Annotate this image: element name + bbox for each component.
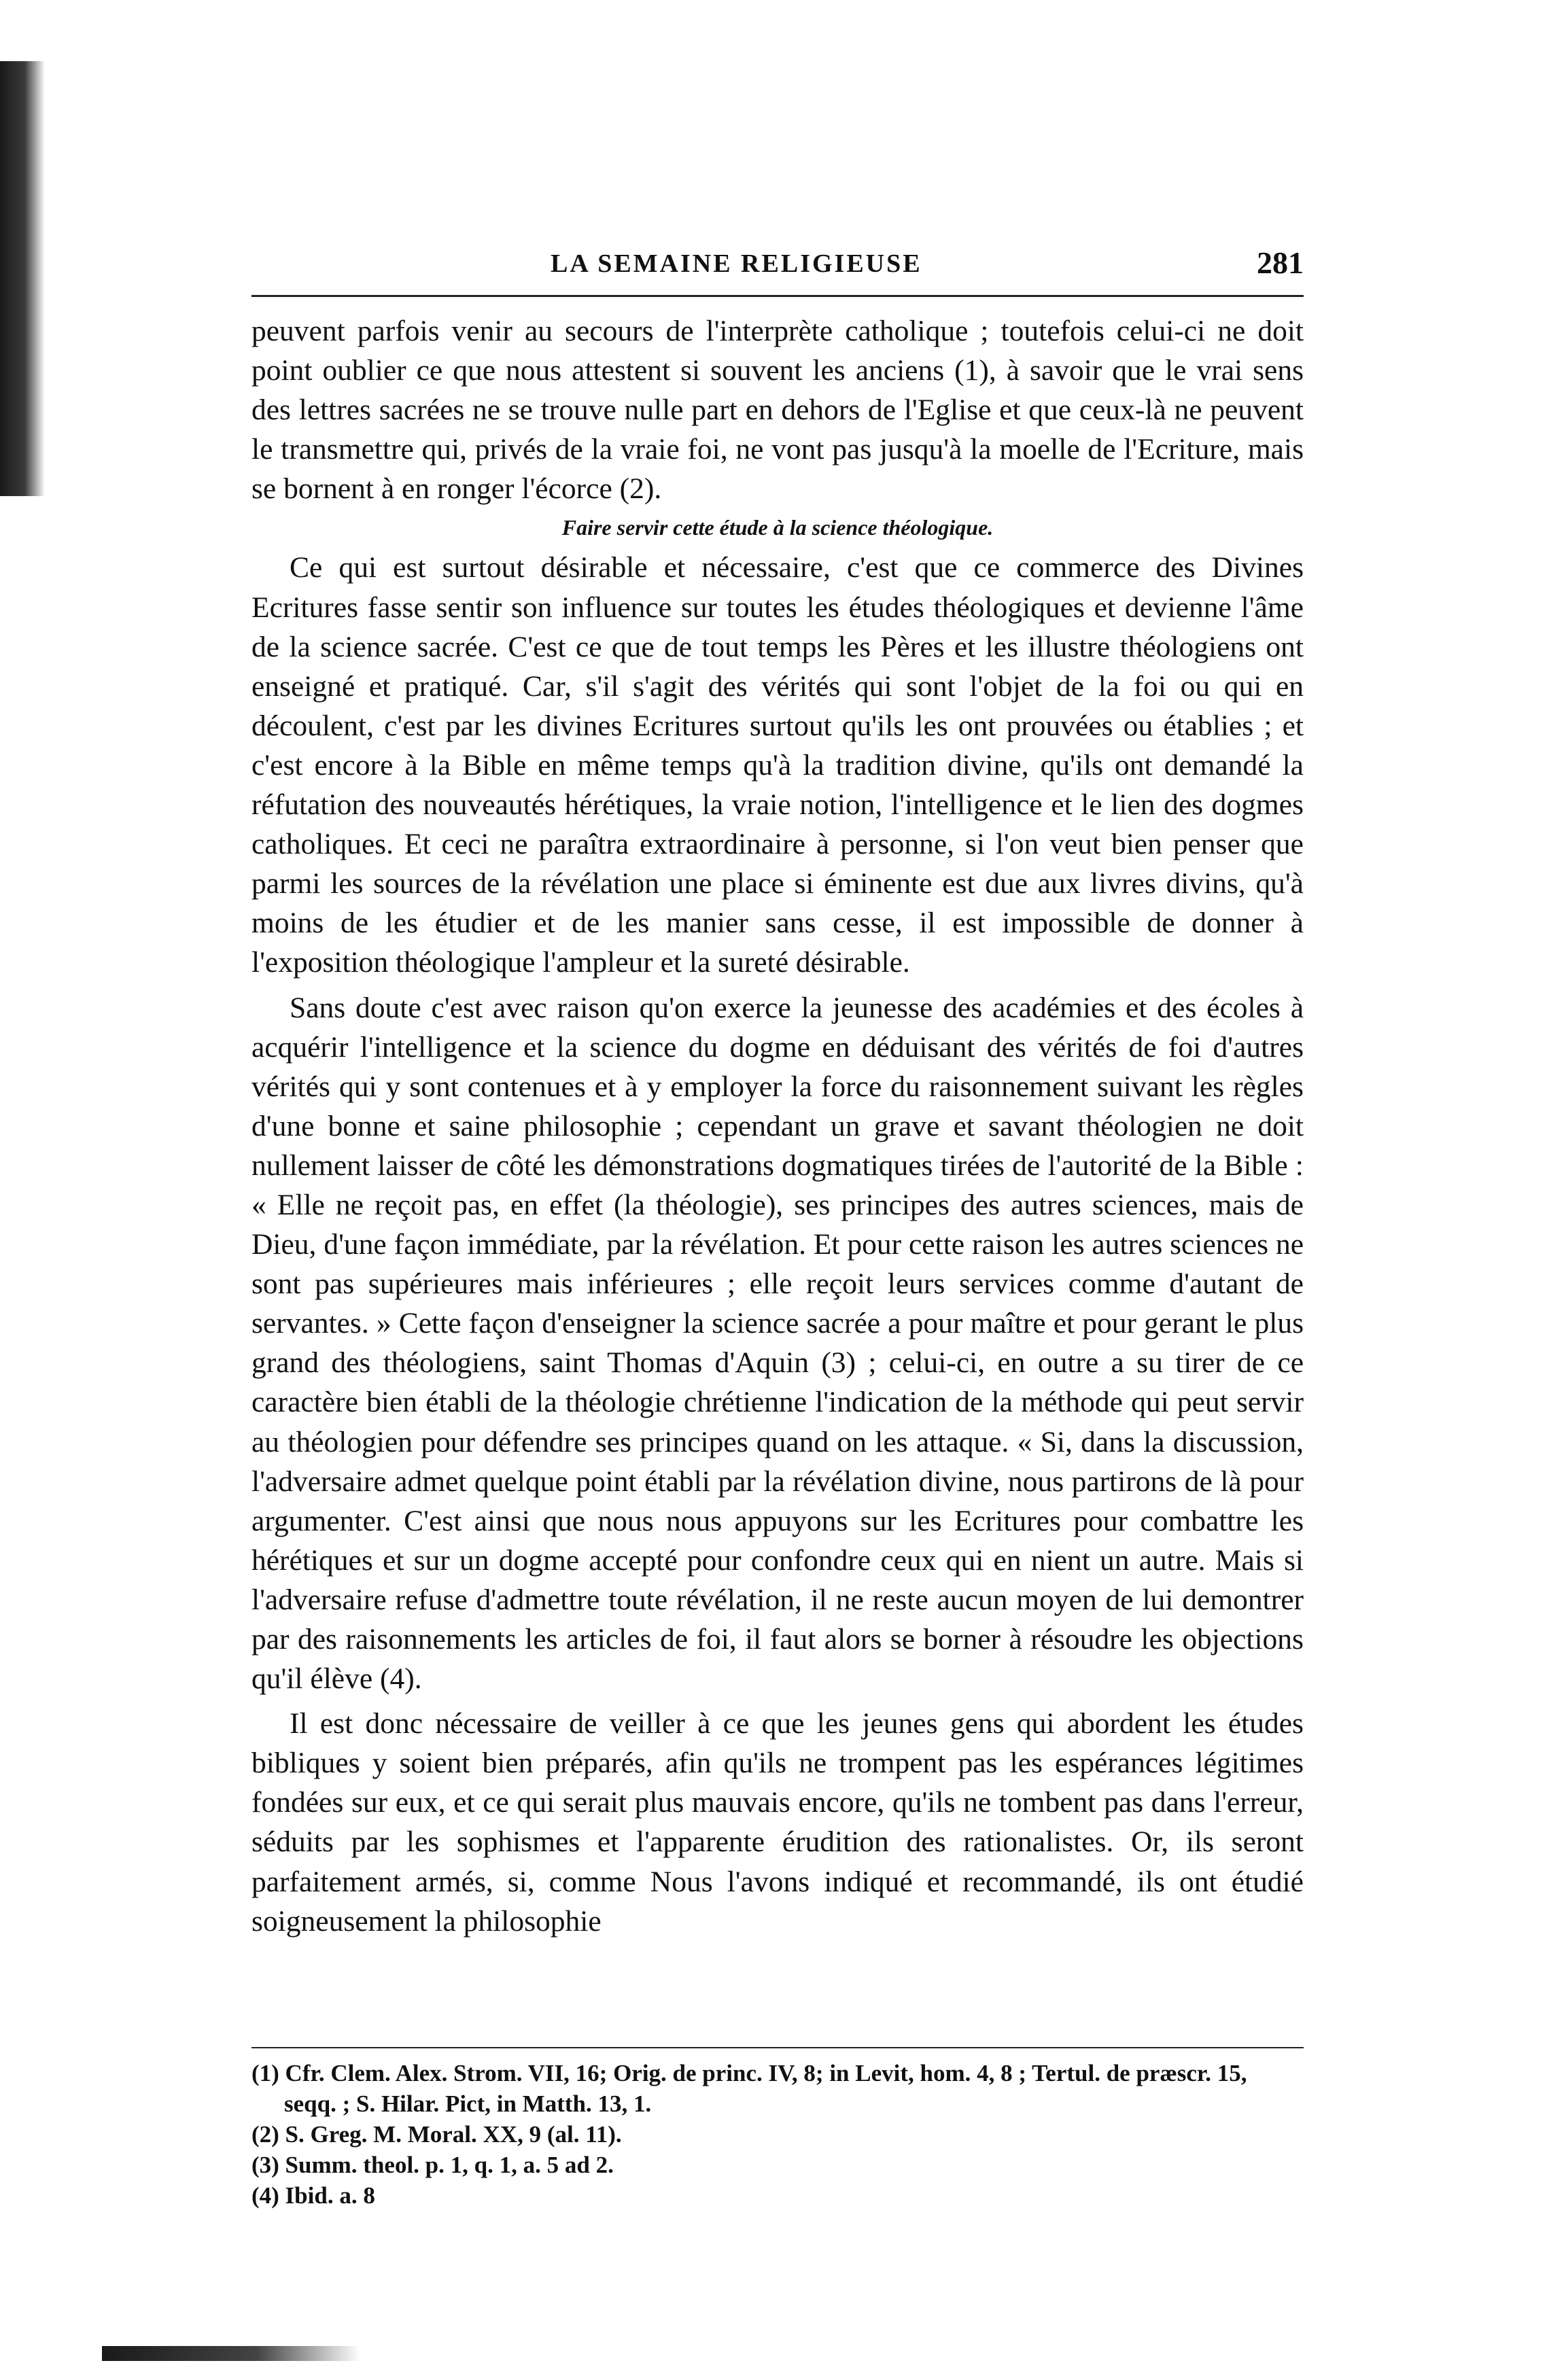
page-header bbox=[251, 246, 1304, 297]
footnotes bbox=[251, 2047, 1304, 2211]
footnote: (3) Summ. theol. p. 1, q. 1, a. 5 ad 2. bbox=[251, 2152, 614, 2178]
page-number: 281 bbox=[1257, 245, 1304, 280]
section-heading: Faire servir cette étude à la science théologique. bbox=[561, 515, 994, 540]
running-head: LA SEMAINE RELIGIEUSE bbox=[551, 249, 922, 278]
footnote: (4) Ibid. a. 8 bbox=[251, 2182, 375, 2209]
paragraph: Il est donc nécessaire de veiller à ce que les jeunes gens qui abordent les études bibliques y soient bien préparés, afin qu'ils ne trompent pas les espérances légitimes fondées sur eux, et ce qui serait plus mauvais encore, qu'ils ne tombent pas dans l'erreur, séduits par les sophismes et l'apparente érudition des rationalistes. Or, ils seront parfaitement armés, si, comme Nous l'avons indiqué et recommandé, ils ont étudié soigneusement la philosophie bbox=[251, 1707, 1304, 1938]
paragraph: Ce qui est surtout désirable et nécessaire, c'est que ce commerce des Divines Ecritures fasse sentir son influence sur toutes les études théologiques et devienne l'âme de la science sacrée. C'est ce que de tout temps les Pères et les illustre théologiens ont enseigné et pratiqué. Car, s'il s'agit des vérités qui sont l'objet de la foi ou qui en découlent, c'est par les divines Ecritures surtout qu'ils les ont prouvées ou établies ; et c'est encore à la Bible en même temps qu'à la tradition divine, qu'ils ont demandé la réfutation des nouveautés hérétiques, la vraie notion, l'intelligence et le lien des dogmes catholiques. Et ceci ne paraîtra extraordinaire à personne, si l'on veut bien penser que parmi les sources de la révélation une place si éminente est due aux livres divins, qu'à moins de les étudier et de les manier sans cesse, il est impossible de donner à l'exposition théologique l'ampleur et la sureté désirable. bbox=[251, 551, 1304, 979]
scan-binding-shadow bbox=[0, 61, 45, 496]
paragraph: Sans doute c'est avec raison qu'on exerce la jeunesse des académies et des écoles à acquérir l'intelligence et la science du dogme en déduisant des vérités de foi d'autres vérités qui y sont contenues et à y employer la force du raisonnement suivant les règles d'une bonne et saine philosophie ; cependant un grave et savant théologien ne doit nullement laisser de côté les démonstrations dogmatiques tirées de l'autorité de la Bible : « Elle ne reçoit pas, en effet (la théologie), ses principes des autres sciences, mais de Dieu, d'une façon immédiate, par la révélation. Et pour cette raison les autres sciences ne sont pas supérieures mais inférieures ; elle reçoit leurs services comme d'autant de servantes. » Cette façon d'enseigner la science sacrée a pour maître et pour gerant le plus grand des théologiens, saint Thomas d'Aquin (3) ; celui-ci, en outre a su tirer de ce caractère bien établi de la théologie chrétienne l'indication de la méthode qui peut servir au théologien pour défendre ses principes quand on les attaque. « Si, dans la discussion, l'adversaire admet quelque point établi par la révélation divine, nous partirons de là pour argumenter. C'est ainsi que nous nous appuyons sur les Ecritures pour combattre les hérétiques et sur un dogme accepté pour confondre ceux qui en nient un autre. Mais si l'adversaire refuse d'admettre toute révélation, il ne reste aucun moyen de lui demontrer par des raisonnements les articles de foi, il faut alors se borner à résoudre les objections qu'il élève (4). bbox=[251, 991, 1304, 1696]
footnote: (1) Cfr. Clem. Alex. Strom. VII, 16; Orig. de princ. IV, 8; in Levit, hom. 4, 8 ; Tertul. de præscr. 15, seqq. ; S. Hilar. Pict, in Matth. 13, 1. bbox=[251, 2060, 1247, 2117]
body-text bbox=[251, 311, 1304, 1946]
paragraph-continuation: peuvent parfois venir au secours de l'interprète catholique ; toutefois celui-ci ne doit point oublier ce que nous attestent si souvent les anciens (1), à savoir que le vrai sens des lettres sacrées ne se trouve nulle part en dehors de l'Eglise et que ceux-là ne peuvent le transmettre qui, privés de la vraie foi, ne vont pas jusqu'à la moelle de l'Ecriture, mais se bornent à en ronger l'écorce (2). bbox=[251, 315, 1304, 506]
footnote: (2) S. Greg. M. Moral. XX, 9 (al. 11). bbox=[251, 2121, 622, 2148]
scan-bottom-shadow bbox=[102, 2346, 360, 2361]
